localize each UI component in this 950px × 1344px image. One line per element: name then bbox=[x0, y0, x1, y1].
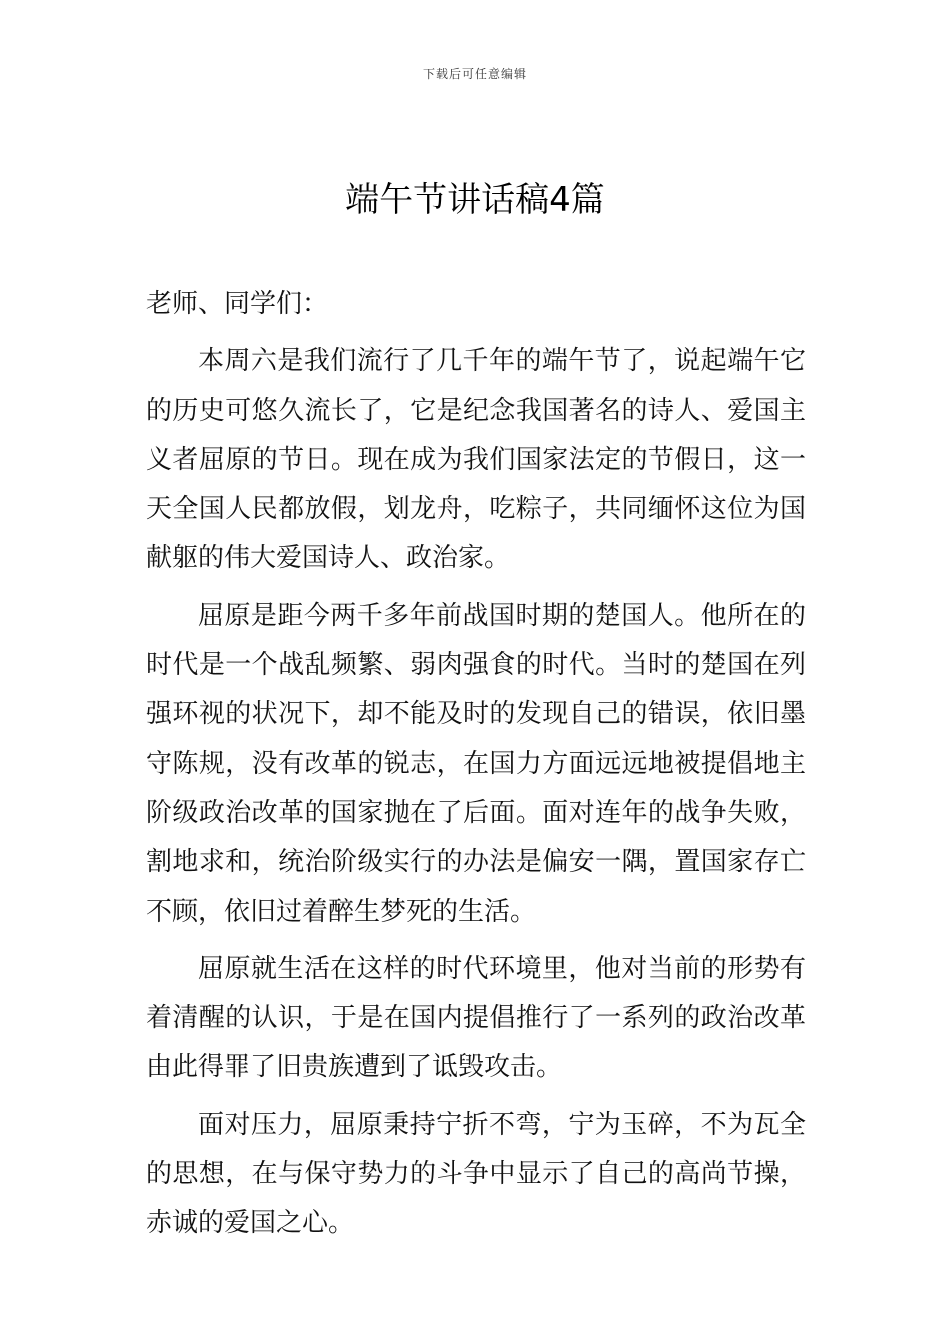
paragraph-2: 屈原是距今两千多年前战国时期的楚国人。他所在的时代是一个战乱频繁、弱肉强食的时代。当时的楚国在列强环视的状况下，却不能及时的发现自己的错误，依旧墨守陈规，没有改革的锐志，在国力方面远远地被提倡地主阶级政治改革的国家抛在了后面。面对连年的战争失败，割地求和，统治阶级实行的办法是偏安一隅，置国家存亡不顾，依旧过着醉生梦死的生活。 bbox=[146, 600, 806, 927]
document-body bbox=[146, 280, 806, 1249]
paragraph-1: 本周六是我们流行了几千年的端午节了，说起端午它的历史可悠久流长了，它是纪念我国著名的诗人、爱国主义者屈原的节日。现在成为我们国家法定的节假日，这一天全国人民都放假，划龙舟，吃粽子，共同缅怀这位为国献躯的伟大爱国诗人、政治家。 bbox=[146, 346, 806, 574]
page-header-note: 下载后可任意编辑 bbox=[422, 67, 527, 81]
document-title: 端午节讲话稿4篇 bbox=[345, 180, 605, 220]
paragraph-3: 屈原就生活在这样的时代环境里，他对当前的形势有着清醒的认识，于是在国内提倡推行了一系列的政治改革由此得罪了旧贵族遭到了诋毁攻击。 bbox=[146, 953, 806, 1083]
paragraph-4: 面对压力，屈原秉持宁折不弯，宁为玉碎，不为瓦全的思想，在与保守势力的斗争中显示了自己的高尚节操，赤诚的爱国之心。 bbox=[146, 1109, 806, 1239]
salutation: 老师、同学们： bbox=[146, 289, 329, 319]
